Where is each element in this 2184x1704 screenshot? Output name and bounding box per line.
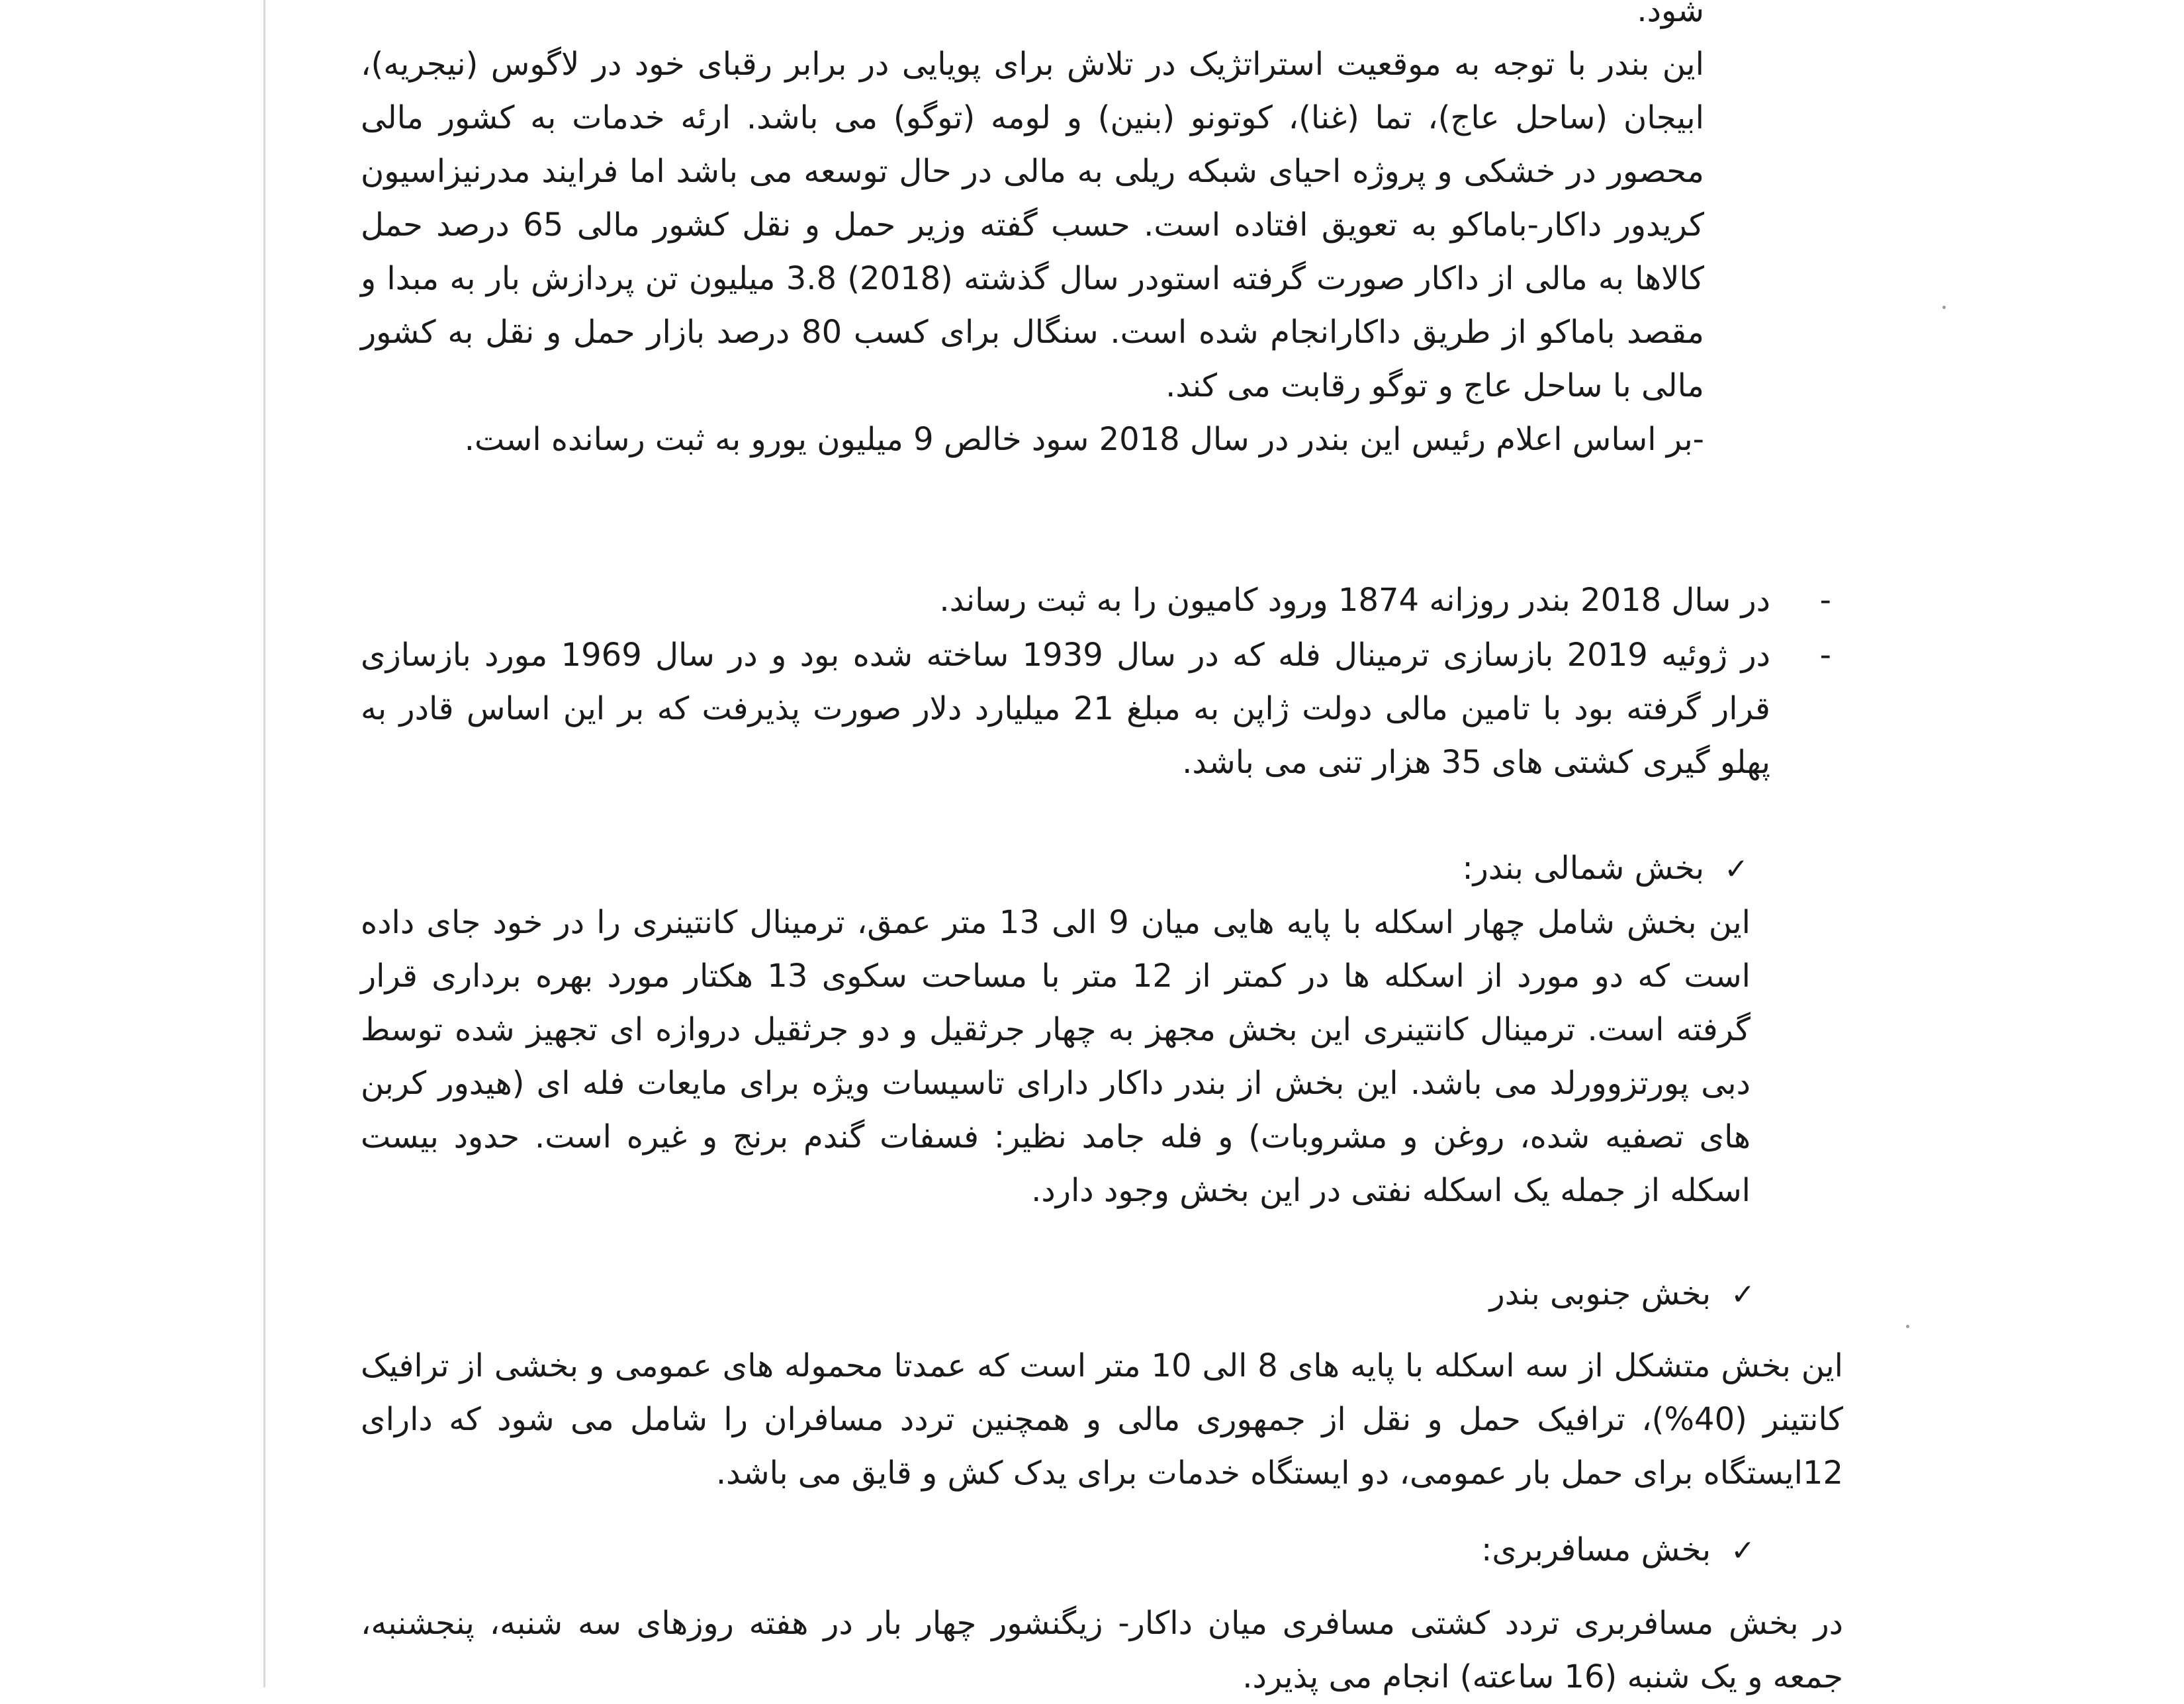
section-body-text: این بخش شامل چهار اسکله با پایه هایی میان 9 الی 13 متر عمق، ترمینال کانتینری را در خود جای داده است که دو مورد از اسکله ها در کمتر از 12 متر با مساحت سکوی 13 هکتار مورد بهره برداری قرار گرفته است. ترمینال کانتینری این بخش مجهز به چهار جرثقیل و دو جرثقیل دروازه ای تجهیز شده توسط دبی پورتزوورلد می باشد. این بخش از بندر داکار دارای تاسیسات ویژه برای مایعات فله ای (هیدور کربن های تصفیه شده، روغن و مشروبات) و فله جامد نظیر: فسفات گندم برنج و غیره است. حدود بیست اسکله از جمله یک اسکله نفتی در این بخش وجود دارد. — [361, 904, 1751, 1209]
section-heading-text: بخش جنوبی بندر — [1489, 1275, 1711, 1312]
bullet-text: در ژوئیه 2019 بازسازی ترمینال فله که در سال 1939 ساخته شده بود و در سال 1969 مورد بازسازی قرار گرفته بود با تامین مالی دولت ژاپن به مبلغ 21 میلیارد دلار صورت پذیرفت که بر این اساس قادر به پهلو گیری کشتی های 35 هزار تنی می باشد. — [361, 637, 1771, 781]
section-heading-text: بخش شمالی بندر: — [1462, 850, 1705, 887]
bullet-list-item — [361, 574, 1831, 627]
section-body-text: این بخش متشکل از سه اسکله با پایه های 8 الی 10 متر است که عمدتا محموله های عمومی و بخشی از ترافیک کانتینر (40%)، ترافیک حمل و نقل از جمهوری مالی و همچنین تردد مسافران را شامل می شود که دارای 12ایستگاه برای حمل بار عمومی، دو ایستگاه خدمات برای یدک کش و قایق می باشد. — [361, 1347, 1844, 1492]
scan-speck — [1906, 1325, 1909, 1328]
section-heading-passenger — [1481, 1523, 1755, 1578]
intro-block — [361, 0, 1704, 467]
section-heading-north — [1462, 842, 1749, 896]
bullet-list-item — [361, 629, 1831, 789]
section-body-north — [361, 896, 1751, 1218]
profit-note: -بر اساس اعلام رئیس این بندر در سال 2018 سود خالص 9 میلیون یورو به ثبت رسانده است. — [464, 421, 1704, 458]
dash-marker: - — [1819, 637, 1831, 674]
section-body-passenger — [361, 1597, 1843, 1704]
scan-page-edge — [263, 0, 265, 1687]
section-heading-text: بخش مسافربری: — [1481, 1531, 1711, 1568]
section-body-text: در بخش مسافربری تردد کشتی مسافری میان داکار- زیگنشور چهار بار در هفته روزهای سه شنبه، پنجشنبه، جمعه و یک شنبه (16 ساعته) انجام می پذیرد. — [361, 1605, 1843, 1695]
intro-top-fragment: شود. — [1637, 0, 1704, 29]
checkmark-icon: ✓ — [1731, 1278, 1755, 1312]
section-heading-south — [1490, 1267, 1755, 1322]
checkmark-icon: ✓ — [1724, 852, 1749, 886]
bullet-text: در سال 2018 بندر روزانه 1874 ورود کامیون را به ثبت رساند. — [939, 582, 1770, 619]
scan-speck — [1942, 306, 1946, 309]
checkmark-icon: ✓ — [1731, 1534, 1755, 1568]
section-body-south — [361, 1339, 1843, 1500]
intro-paragraph: این بندر با توجه به موقعیت استراتژیک در تلاش برای پویایی در برابر رقبای خود در لاگوس (نیجریه)، ابیجان (ساحل عاج)، تما (غنا)، کوتونو (بنین) و لومه (توگو) می باشد. ارئه خدمات به کشور مالی محصور در خشکی و پروژه احیای شبکه ریلی به مالی در حال توسعه می باشد اما فرایند مدرنیزاسیون کریدور داکار-باماکو به تعویق افتاده است. حسب گفته وزیر حمل و نقل کشور مالی 65 درصد حمل کالاها به مالی از داکار صورت گرفته استودر سال گذشته (2018) 3.8 میلیون تن پردازش بار به مبدا و مقصد باماکو از طریق داکارانجام شده است. سنگال برای کسب 80 درصد بازار حمل و نقل به کشور مالی با ساحل عاج و توگو رقابت می کند. — [361, 46, 1705, 404]
dash-marker: - — [1819, 582, 1831, 619]
